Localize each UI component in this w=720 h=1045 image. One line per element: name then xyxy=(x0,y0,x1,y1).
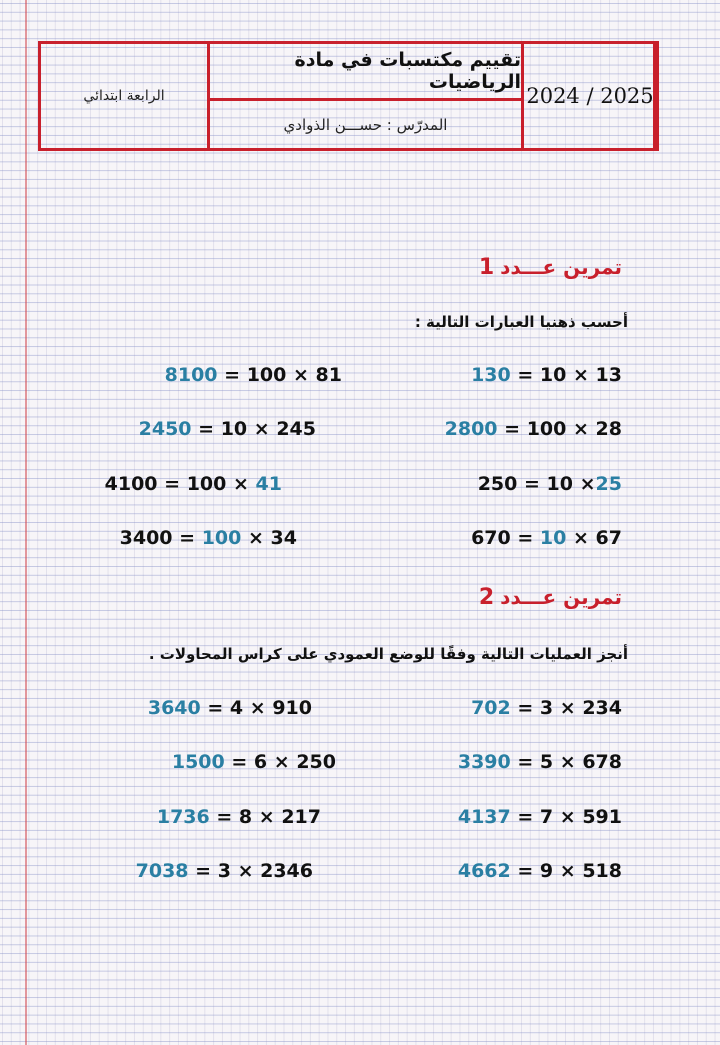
equation: 3640 = 4 × 910 xyxy=(147,697,312,719)
equation: 2800 = 100 × 28 xyxy=(444,418,622,440)
exercise-1-title xyxy=(479,255,622,280)
exercise-1-instruction: أحسب ذهنيا العبارات التالية : xyxy=(414,313,628,331)
equation: 1736 = 8 × 217 xyxy=(156,806,321,828)
equation: 4662 = 9 × 518 xyxy=(457,860,622,882)
equation: 702 = 3 × 234 xyxy=(471,697,622,719)
equation: 3400 = 100 × 34 xyxy=(119,527,297,549)
exercise-2-number: 2 xyxy=(478,585,495,610)
exercise-1-label: تمرين عـــدد xyxy=(500,255,622,279)
school-year: 2024 / 2025 xyxy=(521,41,659,151)
equation: 7038 = 3 × 2346 xyxy=(135,860,313,882)
exercise-2-instruction: أنجز العمليات التالية وفقًا للوضع العمودي على كراس المحاولات . xyxy=(148,645,628,663)
exercise-2-label: تمرين عـــدد xyxy=(500,585,622,609)
exercise-1-number: 1 xyxy=(478,255,495,280)
equation: 4137 = 7 × 591 xyxy=(457,806,622,828)
equation: 8100 = 100 × 81 xyxy=(164,364,342,386)
grade-level: الرابعة ابتدائي xyxy=(38,41,210,151)
equation: 130 = 10 × 13 xyxy=(471,364,622,386)
equation: 4100 = 100 × 41 xyxy=(104,473,282,495)
equation: 670 = 10 × 67 xyxy=(471,527,622,549)
equation: 250 = 10 ×25 xyxy=(477,473,622,495)
page-title: تقييم مكتسبات في مادة الرياضيات xyxy=(207,41,524,101)
equation: 3390 = 5 × 678 xyxy=(457,751,622,773)
equation: 1500 = 6 × 250 xyxy=(171,751,336,773)
equation: 2450 = 10 × 245 xyxy=(138,418,316,440)
header-table xyxy=(38,41,656,151)
teacher-name: المدرّس : حســـن الذوادي xyxy=(207,98,524,151)
exercise-2-title xyxy=(479,585,622,610)
